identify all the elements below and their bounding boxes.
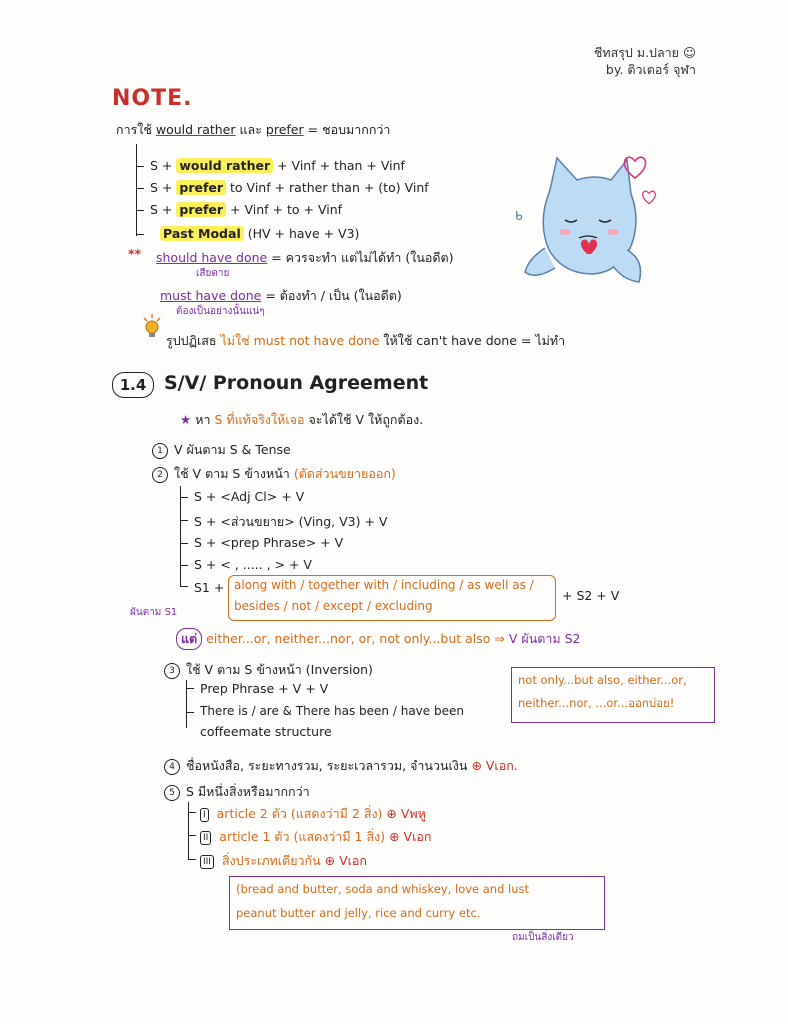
- should-sub: เสียดาย: [196, 268, 230, 279]
- intro-pre: การใช้: [116, 122, 152, 137]
- intro-post: = ชอบมากกว่า: [307, 122, 391, 137]
- item-5-sub-3: III สิ่งประเภทเดียวกัน ⊕ Vเอก: [200, 851, 367, 871]
- item-2-bracket: [180, 486, 181, 586]
- item-2-s1: S1 +: [194, 580, 225, 595]
- item-2-form-1: S + <Adj Cl> + V: [194, 489, 305, 504]
- item-5-box-line-2: peanut butter and jelly, rice and curry etc.: [236, 906, 481, 920]
- heart-icon-small: [640, 188, 658, 206]
- item-2-form-2: S + <ส่วนขยาย> (Ving, V3) + V: [194, 514, 388, 529]
- must-sub: ต้องเป็นอย่างนั้นแน่ๆ: [176, 306, 265, 317]
- item-1: 1 V ผันตาม S & Tense: [152, 440, 291, 460]
- item-3-form-1: Prep Phrase + V + V: [200, 681, 329, 696]
- intro-prefer: prefer: [265, 122, 304, 137]
- item-3-box-line-2: neither...nor, ...or...ออกบ่อย!: [518, 696, 675, 710]
- should-line: should have done = ควรจะทำ แต่ไม่ได้ทำ (ในอดีต): [156, 250, 454, 265]
- but-line: แต่ either...or, neither...nor, or, not only...but also ⇒ V ผันตาม S2: [176, 628, 581, 650]
- item-3-box-line-1: not only...but also, either...or,: [518, 673, 687, 687]
- item-5: 5 S มีหนึ่งสิ่งหรือมากกว่า: [164, 782, 310, 802]
- item-5-box-note: ถมเป็นสิ่งเดียว: [512, 932, 574, 943]
- credit-line-1: ชีทสรุป ม.ปลาย ☺: [593, 45, 696, 60]
- rule-3: S + prefer + Vinf + to + Vinf: [150, 202, 343, 217]
- svg-text:ᑲ: ᑲ: [515, 209, 523, 223]
- item-2-form-3: S + <prep Phrase> + V: [194, 535, 344, 550]
- item-2-form-4: S + < , ..... , > + V: [194, 557, 312, 572]
- section-number: 1.4: [112, 372, 154, 398]
- item-5-box-line-1: (bread and butter, soda and whiskey, love and lust: [236, 882, 530, 896]
- note-intro: [116, 120, 390, 140]
- intro-would-rather: would rather: [155, 122, 236, 137]
- item-2-side-note: ผันตาม S1: [130, 607, 178, 618]
- item-3-form-2: There is / are & There has been / have been: [200, 704, 464, 718]
- item-3: 3 ใช้ V ตาม S ข้างหน้า (Inversion): [164, 660, 373, 680]
- star-note: ★ หา S ที่แท้จริงให้เจอ จะได้ใช้ V ให้ถูกต้อง.: [180, 412, 424, 427]
- item-3-form-3: coffeemate structure: [200, 724, 332, 739]
- item-4: 4 ชื่อหนังสือ, ระยะทางรวม, ระยะเวลารวม, จำนวนเงิน ⊕ Vเอก.: [164, 756, 518, 776]
- item-2-box-line-1: along with / together with / including / as well as /: [234, 578, 534, 592]
- item-2-box-line-2: besides / not / except / excluding: [234, 599, 433, 613]
- note-title: NOTE.: [112, 86, 193, 111]
- item-2: 2 ใช้ V ตาม S ข้างหน้า (ตัดส่วนขยายออก): [152, 464, 396, 484]
- section-title: S/V/ Pronoun Agreement: [164, 372, 429, 394]
- item-2-s2: + S2 + V: [562, 588, 620, 603]
- stars: **: [128, 246, 142, 261]
- rule-4: Past Modal (HV + have + V3): [160, 226, 359, 241]
- heart-icon: [620, 152, 650, 182]
- rules-bracket: [136, 144, 137, 236]
- item-5-sub-1: I article 2 ตัว (แสดงว่ามี 2 สิ่ง) ⊕ Vพหู: [200, 804, 426, 824]
- credit-line-2: by. ติวเตอร์ จุฬา: [605, 62, 696, 77]
- rule-2: S + prefer to Vinf + rather than + (to) Vinf: [150, 180, 429, 195]
- rule-1: S + would rather + Vinf + than + Vinf: [150, 158, 405, 173]
- credit: [594, 44, 696, 78]
- must-line: must have done = ต้องทำ / เป็น (ในอดีต): [160, 288, 402, 303]
- item-5-sub-2: II article 1 ตัว (แสดงว่ามี 1 สิ่ง) ⊕ Vเอก: [200, 827, 431, 847]
- lightbulb-icon: [140, 314, 164, 340]
- intro-mid: และ: [239, 122, 262, 137]
- negative-line: รูปปฏิเสธ ไม่ใช่ must not have done ให้ใช้ can't have done = ไม่ทำ: [166, 333, 566, 348]
- item-5-bracket: [188, 802, 189, 860]
